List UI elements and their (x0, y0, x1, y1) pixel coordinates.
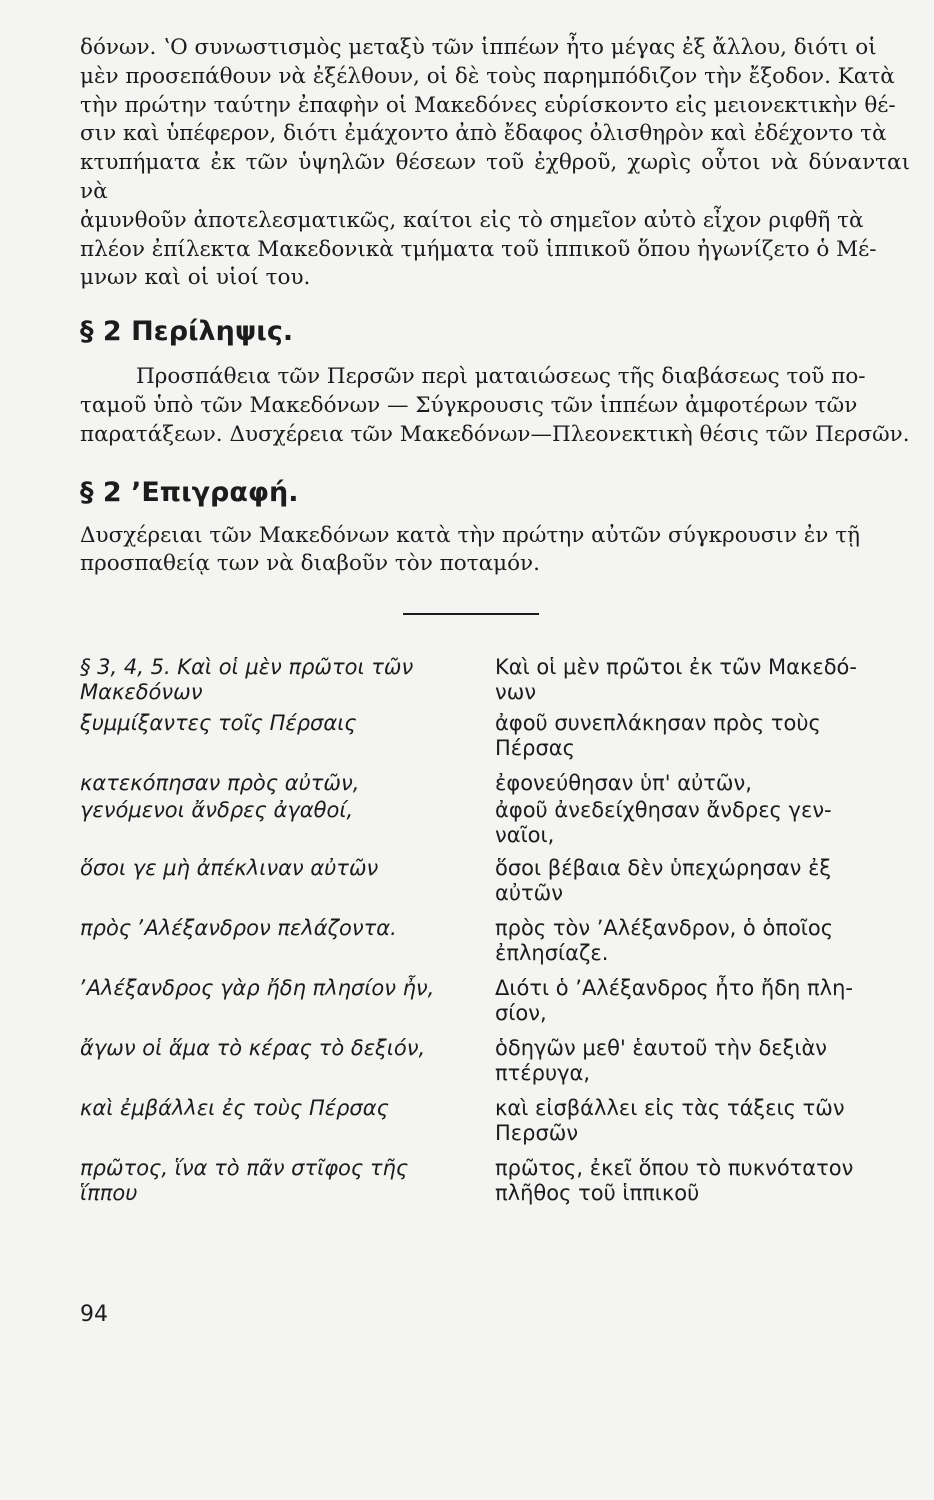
ancient-text (80, 916, 495, 966)
ancient-text (80, 655, 495, 705)
ancient-text (80, 711, 495, 761)
text-line: ἀφοῦ συνεπλάκησαν πρὸς τοὺς (495, 711, 821, 736)
text-line: κτυπήματα ἐκ τῶν ὑψηλῶν θέσεων τοῦ ἐχθροῦ, χωρὶς οὗτοι νὰ δύνανται νὰ (80, 150, 910, 204)
title-paragraph (80, 522, 910, 580)
text-line: Περσῶν (495, 1121, 579, 1146)
text-line: § 3, 4, 5. Καὶ οἱ μὲν πρῶτοι τῶν (80, 655, 414, 680)
ancient-text (80, 856, 495, 906)
parallel-row (80, 976, 910, 1026)
ancient-text (80, 798, 495, 848)
text-line: Δυσχέρειαι τῶν Μακεδόνων κατὰ τὴν πρώτην αὐτῶν σύγκρουσιν ἐν τῇ (80, 522, 860, 548)
ancient-text (80, 1156, 495, 1206)
parallel-row (80, 1096, 910, 1146)
text-line: Προσπάθεια τῶν Περσῶν περὶ ματαιώσεως τῆς διαβάσεως τοῦ πο- (136, 364, 866, 390)
modern-text (495, 798, 910, 848)
text-line: αὐτῶν (495, 881, 563, 906)
text-line: ξυμμίξαντες τοῖς Πέρσαις (80, 711, 357, 736)
text-line: ὅσοι βέβαια δὲν ὑπεχώρησαν ἐξ (495, 856, 832, 881)
text-line: προσπαθείᾳ των νὰ διαβοῦν τὸν ποταμόν. (80, 551, 540, 577)
page-body (80, 34, 910, 1206)
modern-text (495, 976, 910, 1026)
summary-paragraph (80, 363, 910, 449)
text-line: ἄγων οἱ ἅμα τὸ κέρας τὸ δεξιόν, (80, 1036, 426, 1061)
text-line: νων (495, 680, 537, 705)
parallel-row (80, 856, 910, 906)
text-line: Καὶ οἱ μὲν πρῶτοι ἐκ τῶν Μακεδό- (495, 655, 857, 680)
parallel-text (80, 655, 910, 1206)
section-divider (403, 613, 539, 615)
modern-text (495, 1156, 910, 1206)
text-line: μὲν προσεπάθουν νὰ ἐξέλθουν, οἱ δὲ τοὺς παρημπόδιζον τὴν ἔξοδον. Κατὰ (80, 63, 895, 89)
text-line: πρῶτος, ἵνα τὸ πᾶν στῖφος τῆς (80, 1156, 409, 1181)
text-line: κατεκόπησαν πρὸς αὐτῶν, (80, 771, 360, 796)
ancient-text (80, 976, 495, 1026)
text-line: ἀφοῦ ἀνεδείχθησαν ἄνδρες γεν- (495, 798, 832, 823)
parallel-row (80, 798, 910, 848)
text-line: Πέρσας (495, 736, 575, 761)
text-line: ἵππου (80, 1181, 138, 1206)
text-line: Μακεδόνων (80, 680, 203, 705)
modern-text (495, 771, 910, 796)
ancient-text (80, 1096, 495, 1146)
title-heading: § 2 ʼΕπιγραφή. (80, 476, 299, 508)
text-line: ἐφονεύθησαν ὑπ' αὐτῶν, (495, 771, 752, 796)
text-line: καὶ εἰσβάλλει εἰς τὰς τάξεις τῶν (495, 1096, 845, 1121)
parallel-row (80, 1156, 910, 1206)
text-line: ὁδηγῶν μεθ' ἑαυτοῦ τὴν δεξιὰν (495, 1036, 828, 1061)
text-line: πλέον ἐπίλεκτα Μακεδονικὰ τμήματα τοῦ ἱππικοῦ ὅπου ἠγωνίζετο ὁ Μέ- (80, 236, 877, 262)
text-line: πλῆθος τοῦ ἱππικοῦ (495, 1181, 700, 1206)
text-line: μνων καὶ οἱ υἱοί του. (80, 265, 311, 291)
text-line: ἐπλησίαζε. (495, 941, 609, 966)
parallel-row (80, 711, 910, 761)
text-line: πρῶτος, ἐκεῖ ὅπου τὸ πυκνότατον (495, 1156, 854, 1181)
text-line: πτέρυγα, (495, 1061, 591, 1086)
text-line: καὶ ἐμβάλλει ἐς τοὺς Πέρσας (80, 1096, 389, 1121)
text-line: πρὸς τὸν ʼΑλέξανδρον, ὁ ὁποῖος (495, 916, 834, 941)
modern-text (495, 916, 910, 966)
text-line: πρὸς ʼΑλέξανδρον πελάζοντα. (80, 916, 397, 941)
parallel-row (80, 1036, 910, 1086)
text-line: τὴν πρώτην ταύτην ἐπαφὴν οἱ Μακεδόνες εὑρίσκοντο εἰς μειονεκτικὴν θέ- (80, 92, 896, 118)
modern-text (495, 655, 910, 705)
modern-text (495, 1036, 910, 1086)
text-line: ʼΑλέξανδρος γὰρ ἤδη πλησίον ἦν, (80, 976, 435, 1001)
text-line: γενόμενοι ἄνδρες ἀγαθοί, (80, 798, 354, 823)
modern-text (495, 711, 910, 761)
summary-heading: § 2 Περίληψις. (80, 316, 294, 348)
ancient-text (80, 771, 495, 796)
text-line: ὅσοι γε μὴ ἀπέκλιναν αὐτῶν (80, 856, 379, 881)
text-line: ταμοῦ ὑπὸ τῶν Μακεδόνων — Σύγκρουσις τῶν ἱππέων ἀμφοτέρων τῶν (80, 392, 858, 418)
body-paragraph (80, 34, 910, 293)
ancient-text (80, 1036, 495, 1086)
text-line: ἀμυνθοῦν ἀποτελεσματικῶς, καίτοι εἰς τὸ σημεῖον αὐτὸ εἶχον ριφθῆ τὰ (80, 207, 864, 233)
parallel-row (80, 916, 910, 966)
modern-text (495, 856, 910, 906)
parallel-row (80, 771, 910, 796)
text-line: Διότι ὁ ʼΑλέξανδρος ἦτο ἤδη πλη- (495, 976, 853, 1001)
modern-text (495, 1096, 910, 1146)
text-line: παρατάξεων. Δυσχέρεια τῶν Μακεδόνων—Πλεονεκτικὴ θέσις τῶν Περσῶν. (80, 421, 910, 447)
text-line: δόνων. ʽΟ συνωστισμὸς μεταξὺ τῶν ἱππέων ἦτο μέγας ἐξ ἄλλου, διότι οἱ (80, 35, 877, 60)
page-number: 94 (80, 1302, 108, 1327)
text-line: σίον, (495, 1001, 547, 1026)
parallel-row (80, 655, 910, 705)
text-line: σιν καὶ ὑπέφερον, διότι ἐμάχοντο ἀπὸ ἔδαφος ὀλισθηρὸν καὶ ἐδέχοντο τὰ (80, 121, 887, 147)
text-line: ναῖοι, (495, 823, 555, 848)
